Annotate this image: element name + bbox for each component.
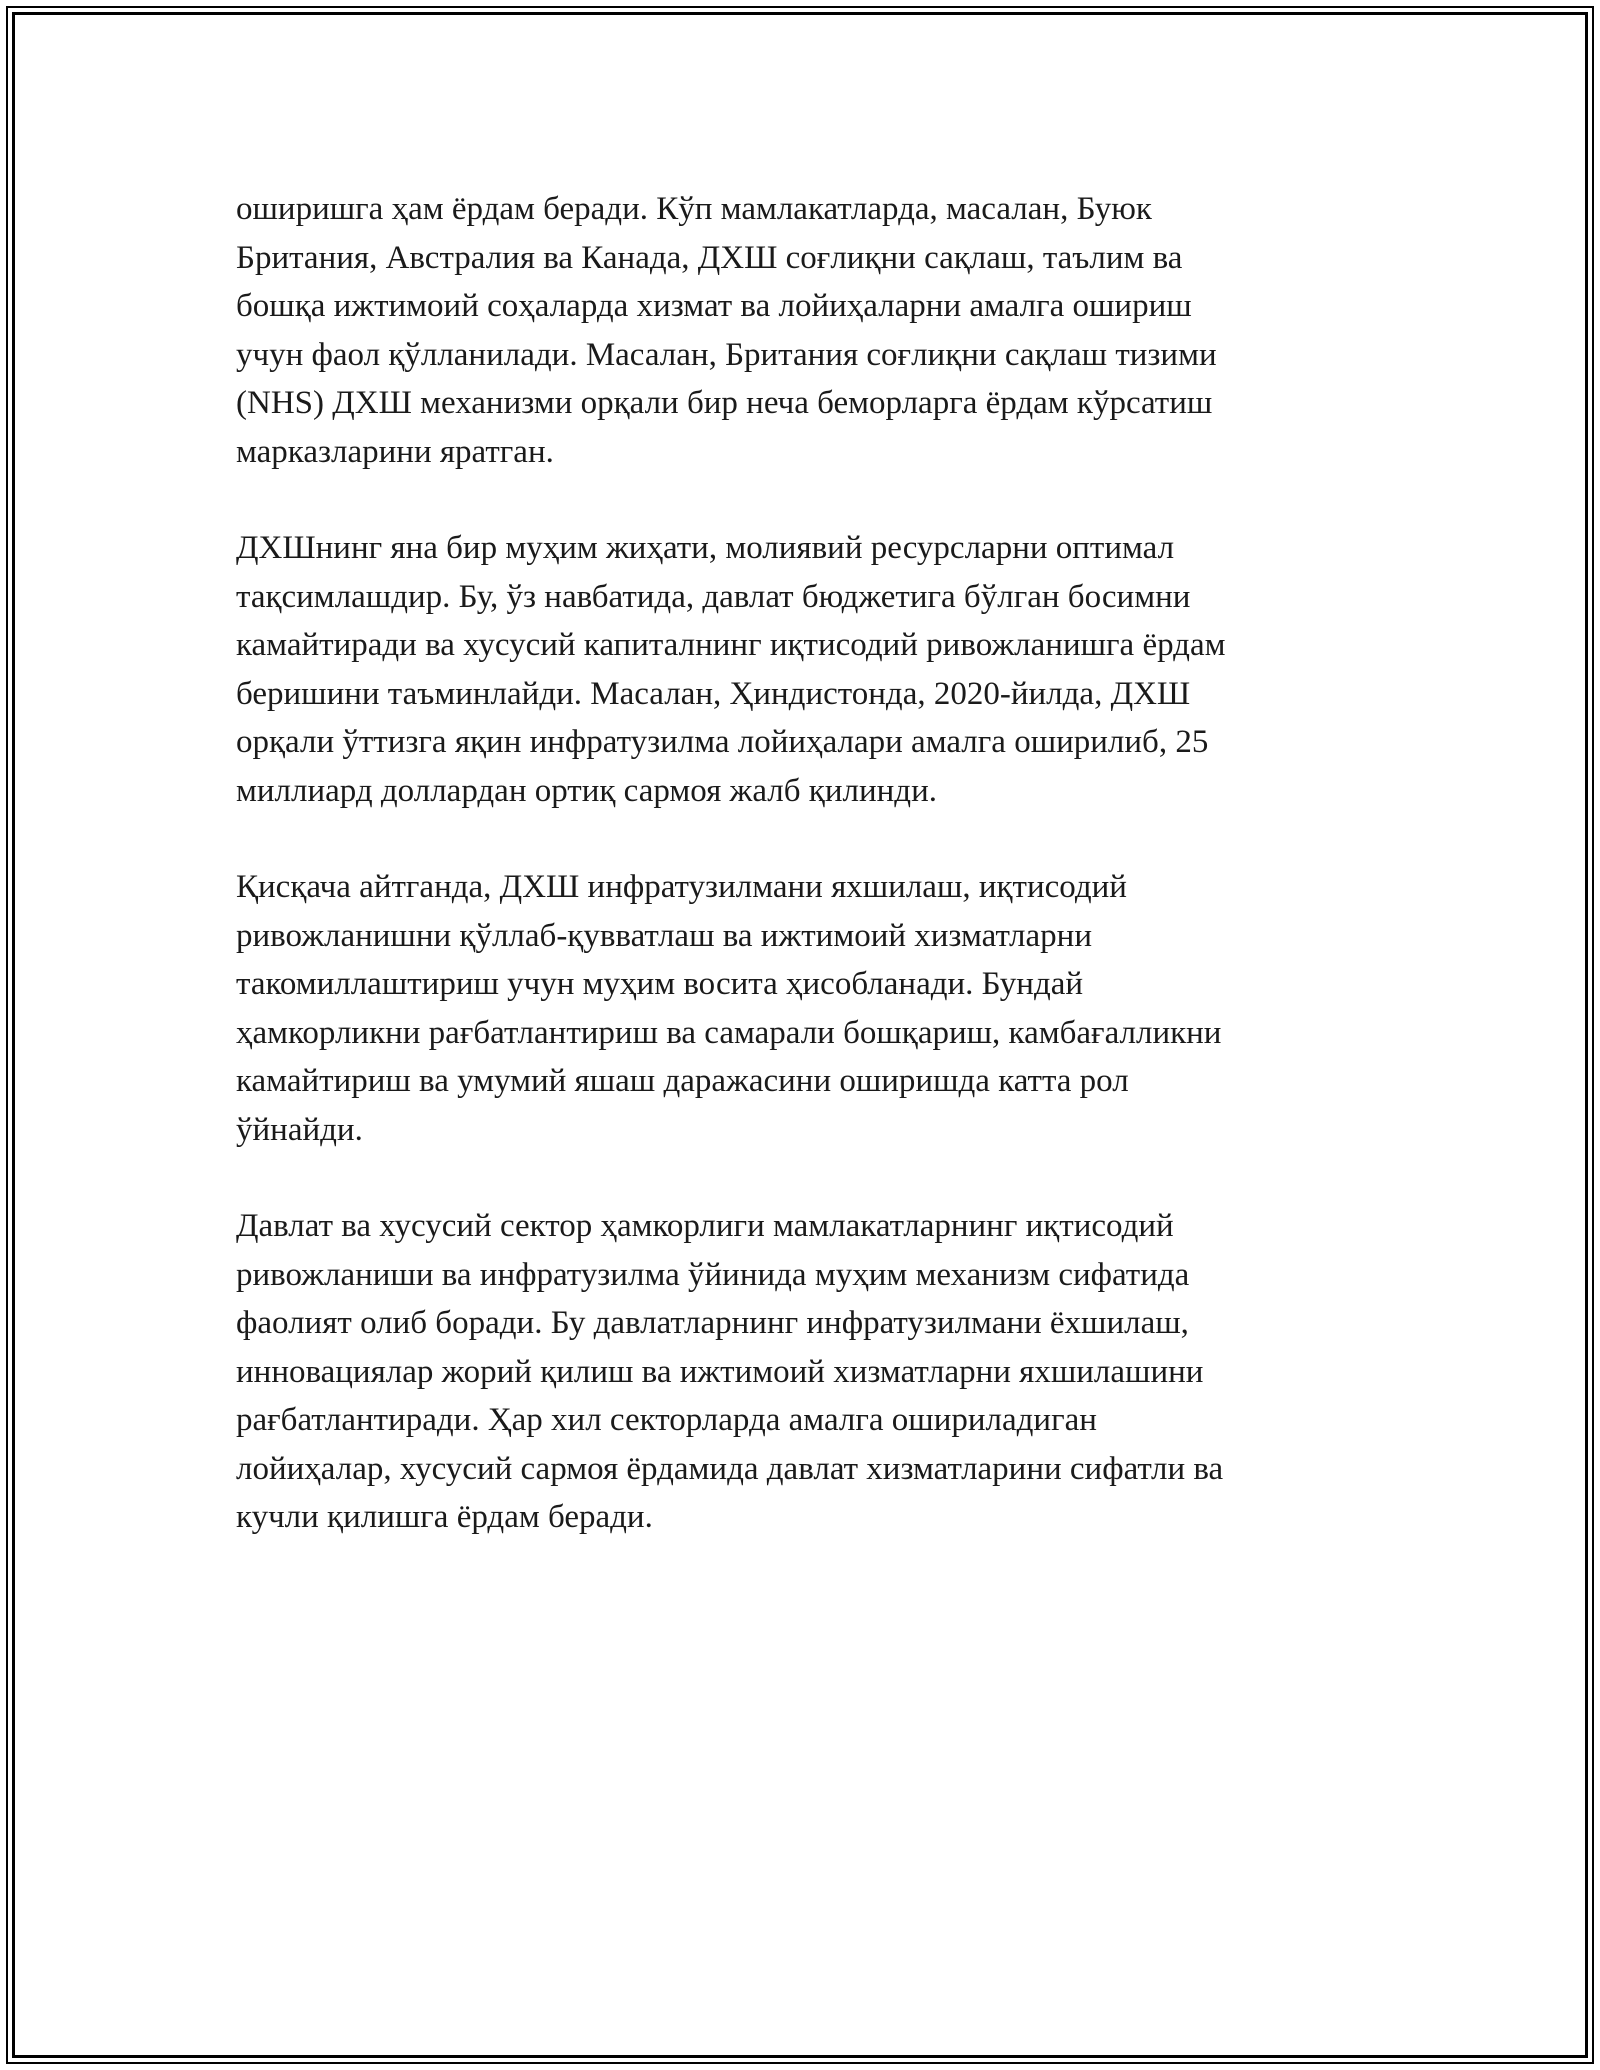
- text-line: ўйнайди.: [236, 1111, 363, 1148]
- text-line: камайтиради ва хусусий капиталнинг иқтисодий ривожланишга ёрдам: [236, 627, 1226, 663]
- text-line: инновациялар жорий қилиш ва ижтимоий хизматларни яхшилашини: [236, 1353, 1204, 1390]
- text-line: (NHS) ДХШ механизми орқали бир неча беморларга ёрдам кўрсатиш: [236, 385, 1213, 421]
- text-line: орқали ўттизга яқин инфратузилма лойиҳалари амалга оширилиб, 25: [236, 724, 1209, 760]
- text-line: ҳамкорликни рағбатлантириш ва самарали бошқариш, камбағалликни: [236, 1014, 1222, 1051]
- text-line: Қисқача айтганда, ДХШ инфратузилмани яхшилаш, иқтисодий: [236, 869, 1127, 905]
- text-line: лойиҳалар, хусусий сармоя ёрдамида давлат хизматларини сифатли ва: [236, 1450, 1224, 1487]
- document-body: [236, 185, 1361, 1590]
- text-line: бошқа ижтимоий соҳаларда хизмат ва лойиҳаларни амалга ошириш: [236, 288, 1192, 324]
- paragraph-4: [236, 1202, 1361, 1542]
- text-line: тақсимлашдир. Бу, ўз навбатида, давлат бюджетига бўлган босимни: [236, 578, 1191, 615]
- text-line: оширишга ҳам ёрдам беради. Кўп мамлакатларда, масалан, Буюк: [236, 191, 1152, 227]
- text-line: ривожланишни қўллаб-қувватлаш ва ижтимоий хизматларни: [236, 917, 1092, 954]
- text-line: миллиард доллардан ортиқ сармоя жалб қилинди.: [236, 772, 937, 809]
- text-line: рағбатлантиради. Ҳар хил секторларда амалга ошириладиган: [236, 1402, 1097, 1438]
- text-line: ДХШнинг яна бир муҳим жиҳати, молиявий ресурсларни оптимал: [236, 530, 1175, 566]
- text-line: ривожланиши ва инфратузилма ўйинида муҳим механизм сифатида: [236, 1256, 1190, 1293]
- text-line: кучли қилишга ёрдам беради.: [236, 1499, 653, 1535]
- text-line: камайтириш ва умумий яшаш даражасини оширишда катта рол: [236, 1063, 1129, 1099]
- text-line: фаолият олиб боради. Бу давлатларнинг инфратузилмани ёхшилаш,: [236, 1305, 1189, 1341]
- text-line: марказларини яратган.: [236, 433, 554, 470]
- text-line: Британия, Австралия ва Канада, ДХШ соғлиқни сақлаш, таълим ва: [236, 239, 1183, 276]
- paragraph-2: [236, 524, 1361, 815]
- text-line: учун фаол қўлланилади. Масалан, Британия соғлиқни сақлаш тизими: [236, 336, 1217, 373]
- text-line: Давлат ва хусусий сектор ҳамкорлиги мамлакатларнинг иқтисодий: [236, 1208, 1174, 1244]
- paragraph-1: [236, 185, 1361, 476]
- text-line: такомиллаштириш учун муҳим восита ҳисобланади. Бундай: [236, 966, 1084, 1002]
- text-line: беришини таъминлайди. Масалан, Ҳиндистонда, 2020-йилда, ДХШ: [236, 675, 1191, 712]
- paragraph-3: [236, 863, 1361, 1154]
